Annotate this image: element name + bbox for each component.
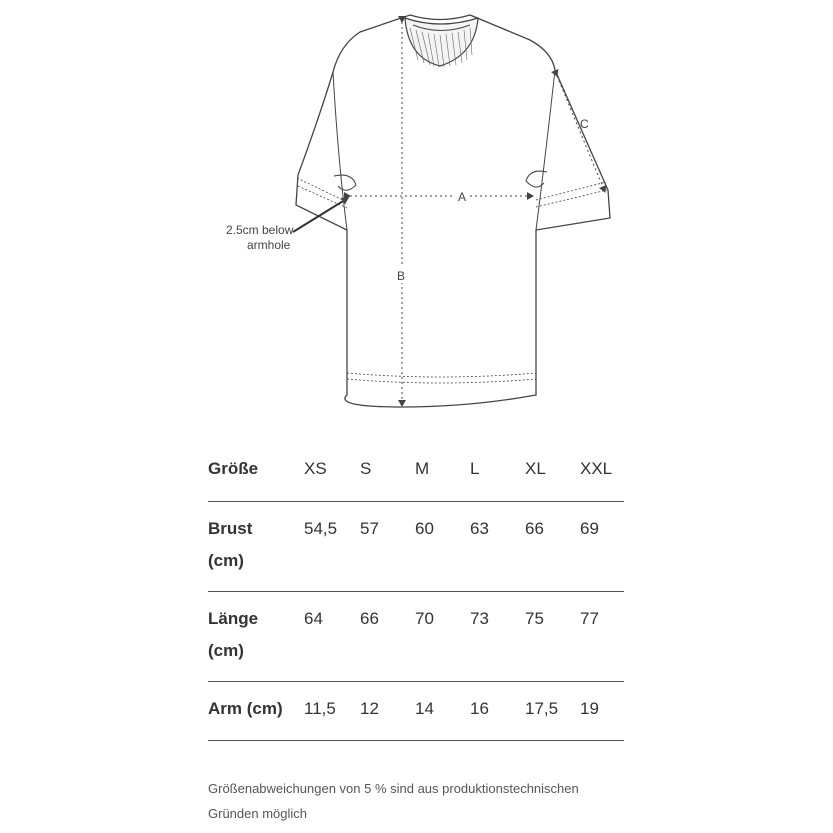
table-cell: 73 [470,609,489,628]
size-s-header: S [360,459,372,478]
table-cell: 69 [580,519,599,538]
table-cell: 16 [470,699,489,718]
footnote-line-1: Größenabweichungen von 5 % sind aus produktionstechnischen [208,781,579,796]
table-row [208,592,624,682]
measure-a-label: A [458,190,467,204]
armhole-note-line1: 2.5cm below [226,223,294,237]
table-cell: 12 [360,699,379,718]
table-cell: 75 [525,609,544,628]
size-xs-header: XS [304,459,327,478]
table-cell: 77 [580,609,599,628]
size-deviation-note [208,776,608,826]
left-armhole-marker [334,175,356,190]
measure-b-label: B [397,269,406,283]
size-column-header: Größe [208,459,259,478]
armhole-note-line2: armhole [247,238,291,252]
size-xl-header: XL [525,459,546,478]
size-l-header: L [470,459,480,478]
table-cell: 66 [525,519,544,538]
table-cell: 60 [415,519,434,538]
table-cell: 19 [580,699,599,718]
row-label-unit: (cm) [208,551,244,570]
footnote-line-2: Gründen möglich [208,806,307,821]
table-cell: 17,5 [525,699,559,718]
size-table [208,450,624,741]
table-cell: 54,5 [304,519,338,538]
tshirt-outline [296,15,610,407]
row-label-text: Länge [208,609,259,628]
measure-c-line [557,76,605,192]
table-cell: 14 [415,699,434,718]
table-cell: 57 [360,519,379,538]
row-label-arm [208,682,304,741]
right-sleeve-hem [536,182,607,207]
row-label-laenge [208,592,304,682]
size-m-header: M [415,459,430,478]
right-armhole-marker [526,171,547,187]
row-label-text: Arm (cm) [208,699,283,718]
row-label-brust [208,502,304,592]
size-table-header-row [208,450,624,502]
table-cell: 11,5 [304,699,336,718]
bottom-hem [347,373,536,383]
table-cell: 64 [304,609,323,628]
table-cell: 70 [415,609,434,628]
row-label-unit: (cm) [208,641,244,660]
row-label-text: Brust [208,519,253,538]
table-row [208,502,624,592]
measure-c-label: C [580,117,589,131]
table-cell: 66 [360,609,379,628]
right-armhole-seam [536,70,555,230]
table-row [208,682,624,741]
table-cell: 63 [470,519,489,538]
size-xxl-header: XXL [580,459,613,478]
